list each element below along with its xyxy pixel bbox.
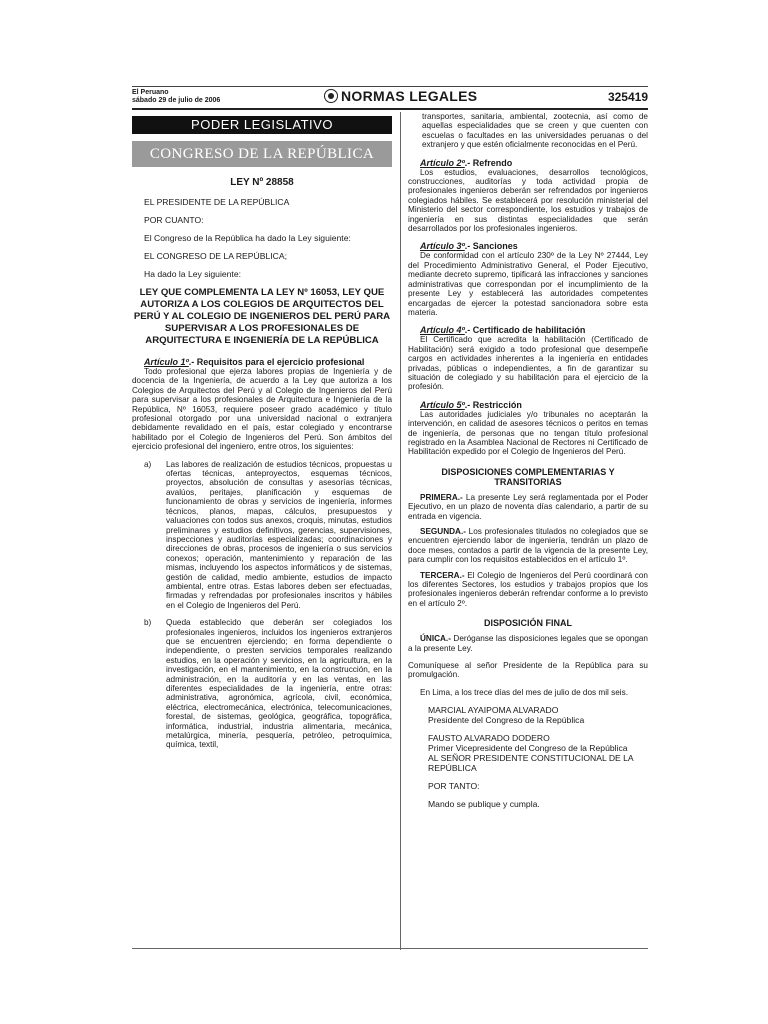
section-title (324, 88, 477, 104)
article-4-heading (408, 325, 648, 335)
item-a-text: Las labores de realización de estudios técnicos, propuestas u ofertas técnicas, anteproyectos, esquemas técnicos, proyectos, absolución de consultas y asesorías técnicas, avalúos, peritajes, planificación y esquemas de funcionamiento de obras y servicios de ingeniería, informes técnicos, planos, mapas, cálculos, presupuestos y valuaciones con todos sus anexos, croquis, minutas, estudios preliminares y estudios definitivos, gerencias, supervisiones, inspecciones y auditorías especializadas; coordinaciones y direcciones de obras, procesos de ingeniería o sus servicios conexos; operación, mantenimiento y reparación de las mismas, incluyendo los aspectos informáticos y de sistemas, gestión de calidad, medio ambiente, estudios de impacto ambiental, entre otras. Estas labores deben ser efectuadas, firmadas y refrendadas por profesionales inscritos y hábiles en el Colegio de Ingenieros del Perú. (166, 459, 392, 610)
page-number: 325419 (607, 90, 648, 104)
page-header (132, 80, 648, 110)
newspaper-page (132, 80, 648, 950)
por-cuanto: POR CUANTO: (144, 215, 204, 225)
segunda-text: Los profesionales titulados no colegiados que se encuentren ejerciendo labor de ingeniería, tendrán un plazo de doce meses, contados a partir de la vigencia de la presente Ley, para cumplir con los requisitos establecidos en el artículo 1º. (408, 527, 648, 565)
article-1-text: Todo profesional que ejerza labores propias de Ingeniería y de docencia de la Ingeniería, de acuerdo a la Ley que autoriza a los Colegios de Arquitectos del Perú y al Colegio de Ingenieros del Perú para supervisar a los profesionales de Arquitectura e Ingeniería de la República, Nº 16053, requiere poseer grado académico y título profesional otorgado por una universidad nacional o extranjera debidamente revalidado en el país, estar colegiado y encontrarse habilitado por el Colegio de Ingenieros del Perú. Son ámbitos del ejercicio profesional del ingeniero, entre otros, los siguientes: (132, 367, 392, 452)
article-3-text: De conformidad con el artículo 230º de la Ley Nº 27444, Ley del Procedimiento Administrativo General, el Poder Ejecutivo, mediante decreto supremo, tipificará las infracciones y sanciones administrativas que correspondan por el incumplimiento de la presente Ley y establecerá las autoridades competentes encargadas de ejercer la potestad sancionadora sobre esta materia. (408, 251, 648, 317)
tercera-text: El Colegio de Ingenieros del Perú coordinará con los diferentes Sectores, los estudios y trabajos propios que los profesionales ingenieros deberán refrendar conforme a lo previsto en el artículo 2º. (408, 570, 648, 608)
article-1-title: .- Requisitos para el ejercicio profesional (188, 357, 365, 367)
congress-line: EL CONGRESO DE LA REPÚBLICA; (144, 251, 287, 261)
section-title-text: NORMAS LEGALES (341, 88, 478, 104)
signatory-1-role: Presidente del Congreso de la República (428, 715, 585, 726)
law-title: LEY QUE COMPLEMENTA LA LEY Nº 16053, LEY QUE AUTORIZA A LOS COLEGIOS DE ARQUITECTOS DEL PERÚ Y AL COLEGIO DE INGENIEROS DEL PERÚ PARA SUPERVISAR A LOS PROFESIONALES DE ARQUITECTURA E INGENIERÍA DE LA REPÚBLICA (133, 287, 391, 346)
article-5-title: .- Restricción (464, 399, 522, 410)
issue-date: sábado 29 de julio de 2006 (132, 97, 221, 104)
president-line: EL PRESIDENTE DE LA REPÚBLICA (144, 197, 290, 207)
article-4-label: Artículo 4º (420, 325, 465, 336)
article-5-label: Artículo 5º (420, 399, 465, 410)
primera-label: PRIMERA.- (420, 492, 463, 502)
addressee: AL SEÑOR PRESIDENTE CONSTITUCIONAL DE LA REPÚBLICA (428, 753, 634, 774)
article-4-text: El Certificado que acredita la habilitación (Certificado de Habilitación) será exigido a todo profesional que desempeñe cargos en actividades inherentes a la ingeniería en entidades privadas, públicas o independientes, a fin de garantizar su situación de colegiado y su habilitación para el ejercicio de la profesión. (408, 335, 648, 392)
segunda-label: SEGUNDA.- (420, 527, 466, 536)
article-3-title: .- Sanciones (464, 241, 518, 252)
banner-congreso: CONGRESO DE LA REPÚBLICA (132, 141, 392, 167)
article-5-text: Las autoridades judiciales y/o tribunales no aceptarán la intervención, en calidad de asesores técnicos o peritos en temas de ingeniería, de personas que no tengan título profesional registrado en la Asamblea Nacional de Rectores ni Certificado de Habilitación expedido por el Colegio de Ingenieros del Perú. (408, 409, 648, 457)
signature-block-2 (408, 733, 648, 773)
list-item (132, 460, 392, 611)
article-4-title: .- Certificado de habilitación (464, 325, 586, 336)
article-2-text: Los estudios, evaluaciones, desarrollos tecnológicos, construcciones, auditorías y toda actividad propia de profesionales ingenieros deberán ser refrendados por ingenieros colegiados hábiles. Se establecerá por resolución ministerial del Ministerio del sector correspondiente, los estudios y trabajos de ingeniería en sus distintas especialidades que serán desarrollados por los profesionales ingenieros. (408, 167, 648, 234)
unica-label: ÚNICA.- (420, 634, 451, 644)
article-1-heading (132, 357, 392, 367)
article-3-label: Artículo 3º (420, 241, 465, 252)
provision-primera (408, 493, 648, 521)
bottom-rule (132, 948, 648, 949)
header-top-rule (132, 86, 648, 87)
provision-tercera (408, 571, 648, 609)
signatory-2-role: Primer Vicepresidente del Congreso de la República (428, 743, 628, 754)
left-column (132, 116, 392, 948)
article-5-heading (408, 400, 648, 410)
article-2-label: Artículo 2º (420, 157, 465, 168)
primera-text: La presente Ley será reglamentada por el Poder Ejecutivo, en un plazo de noventa días calendario, a partir de su entrada en vigencia. (408, 492, 648, 521)
list-item (132, 618, 392, 750)
law-number: LEY Nº 28858 (230, 177, 294, 188)
right-column (408, 112, 648, 944)
continuation-text: transportes, sanitaria, ambiental, zootecnia, así como de aquellas especialidades que se creen y que cuenten con escuelas o facultades en las universidades peruanas o del extranjero y que estén oficialmente reconocidas en el Perú. (422, 112, 648, 150)
provision-segunda (408, 527, 648, 565)
article-2-title: .- Refrendo (464, 157, 513, 168)
article-3-heading (408, 241, 648, 251)
tercera-label: TERCERA.- (420, 570, 465, 580)
final-provision-heading: DISPOSICIÓN FINAL (483, 618, 572, 629)
provision-unica (408, 634, 648, 653)
newspaper-name: El Peruano (132, 89, 169, 96)
unica-text: Deróganse las disposiciones legales que se opongan a la presente Ley. (408, 634, 648, 653)
signatory-2-name: FAUSTO ALVARADO DODERO (428, 733, 550, 744)
item-b-text: Queda establecido que deberán ser colegiados los profesionales ingenieros, incluidos los ingenieros extranjeros que se encuentren ejerciendo; en forma dependiente o independiente, o presten servicios temporales realizando estudios, en la operación y servicios, en la agricultura, en la investigación, en el mantenimiento, en la construcción, en la administración, en la auditoría y en las ventas, en las diferentes especialidades de la ingeniería, entre otras: administrativa, agronómica, agrícola, civil, económica, eléctrica, electromecánica, electrónica, telecomunicaciones, forestal, de sistemas, geológica, geográfica, topográfica, informática, industrial, industria alimentaria, mecánica, metalúrgica, minería, pesquería, petróleo, petroquímica, química, textil, (166, 618, 392, 750)
article-1-label: Artículo 1º (144, 357, 189, 367)
congress-gave: El Congreso de la República ha dado la Ley siguiente: (144, 233, 351, 243)
comuniquese-text: Comuníquese al señor Presidente de la República para su promulgación. (408, 661, 648, 680)
column-divider (400, 112, 401, 950)
signature-block-1 (408, 705, 648, 725)
banner-poder-legislativo: PODER LEGISLATIVO (132, 116, 392, 134)
seal-icon (324, 89, 338, 103)
article-2-heading (408, 158, 648, 168)
item-b-label: b) (144, 618, 152, 628)
has-given: Ha dado la Ley siguiente: (144, 269, 241, 279)
item-a-label: a) (144, 459, 152, 469)
lima-date-text: En Lima, a los trece días del mes de julio de dos mil seis. (420, 687, 628, 697)
complementary-provisions-heading: DISPOSICIONES COMPLEMENTARIAS Y TRANSITORIAS (441, 466, 615, 487)
signatory-1-name: MARCIAL AYAIPOMA ALVARADO (428, 705, 559, 716)
mando-publique: Mando se publique y cumpla. (428, 799, 540, 810)
header-masthead (132, 89, 220, 105)
por-tanto: POR TANTO: (428, 781, 480, 792)
